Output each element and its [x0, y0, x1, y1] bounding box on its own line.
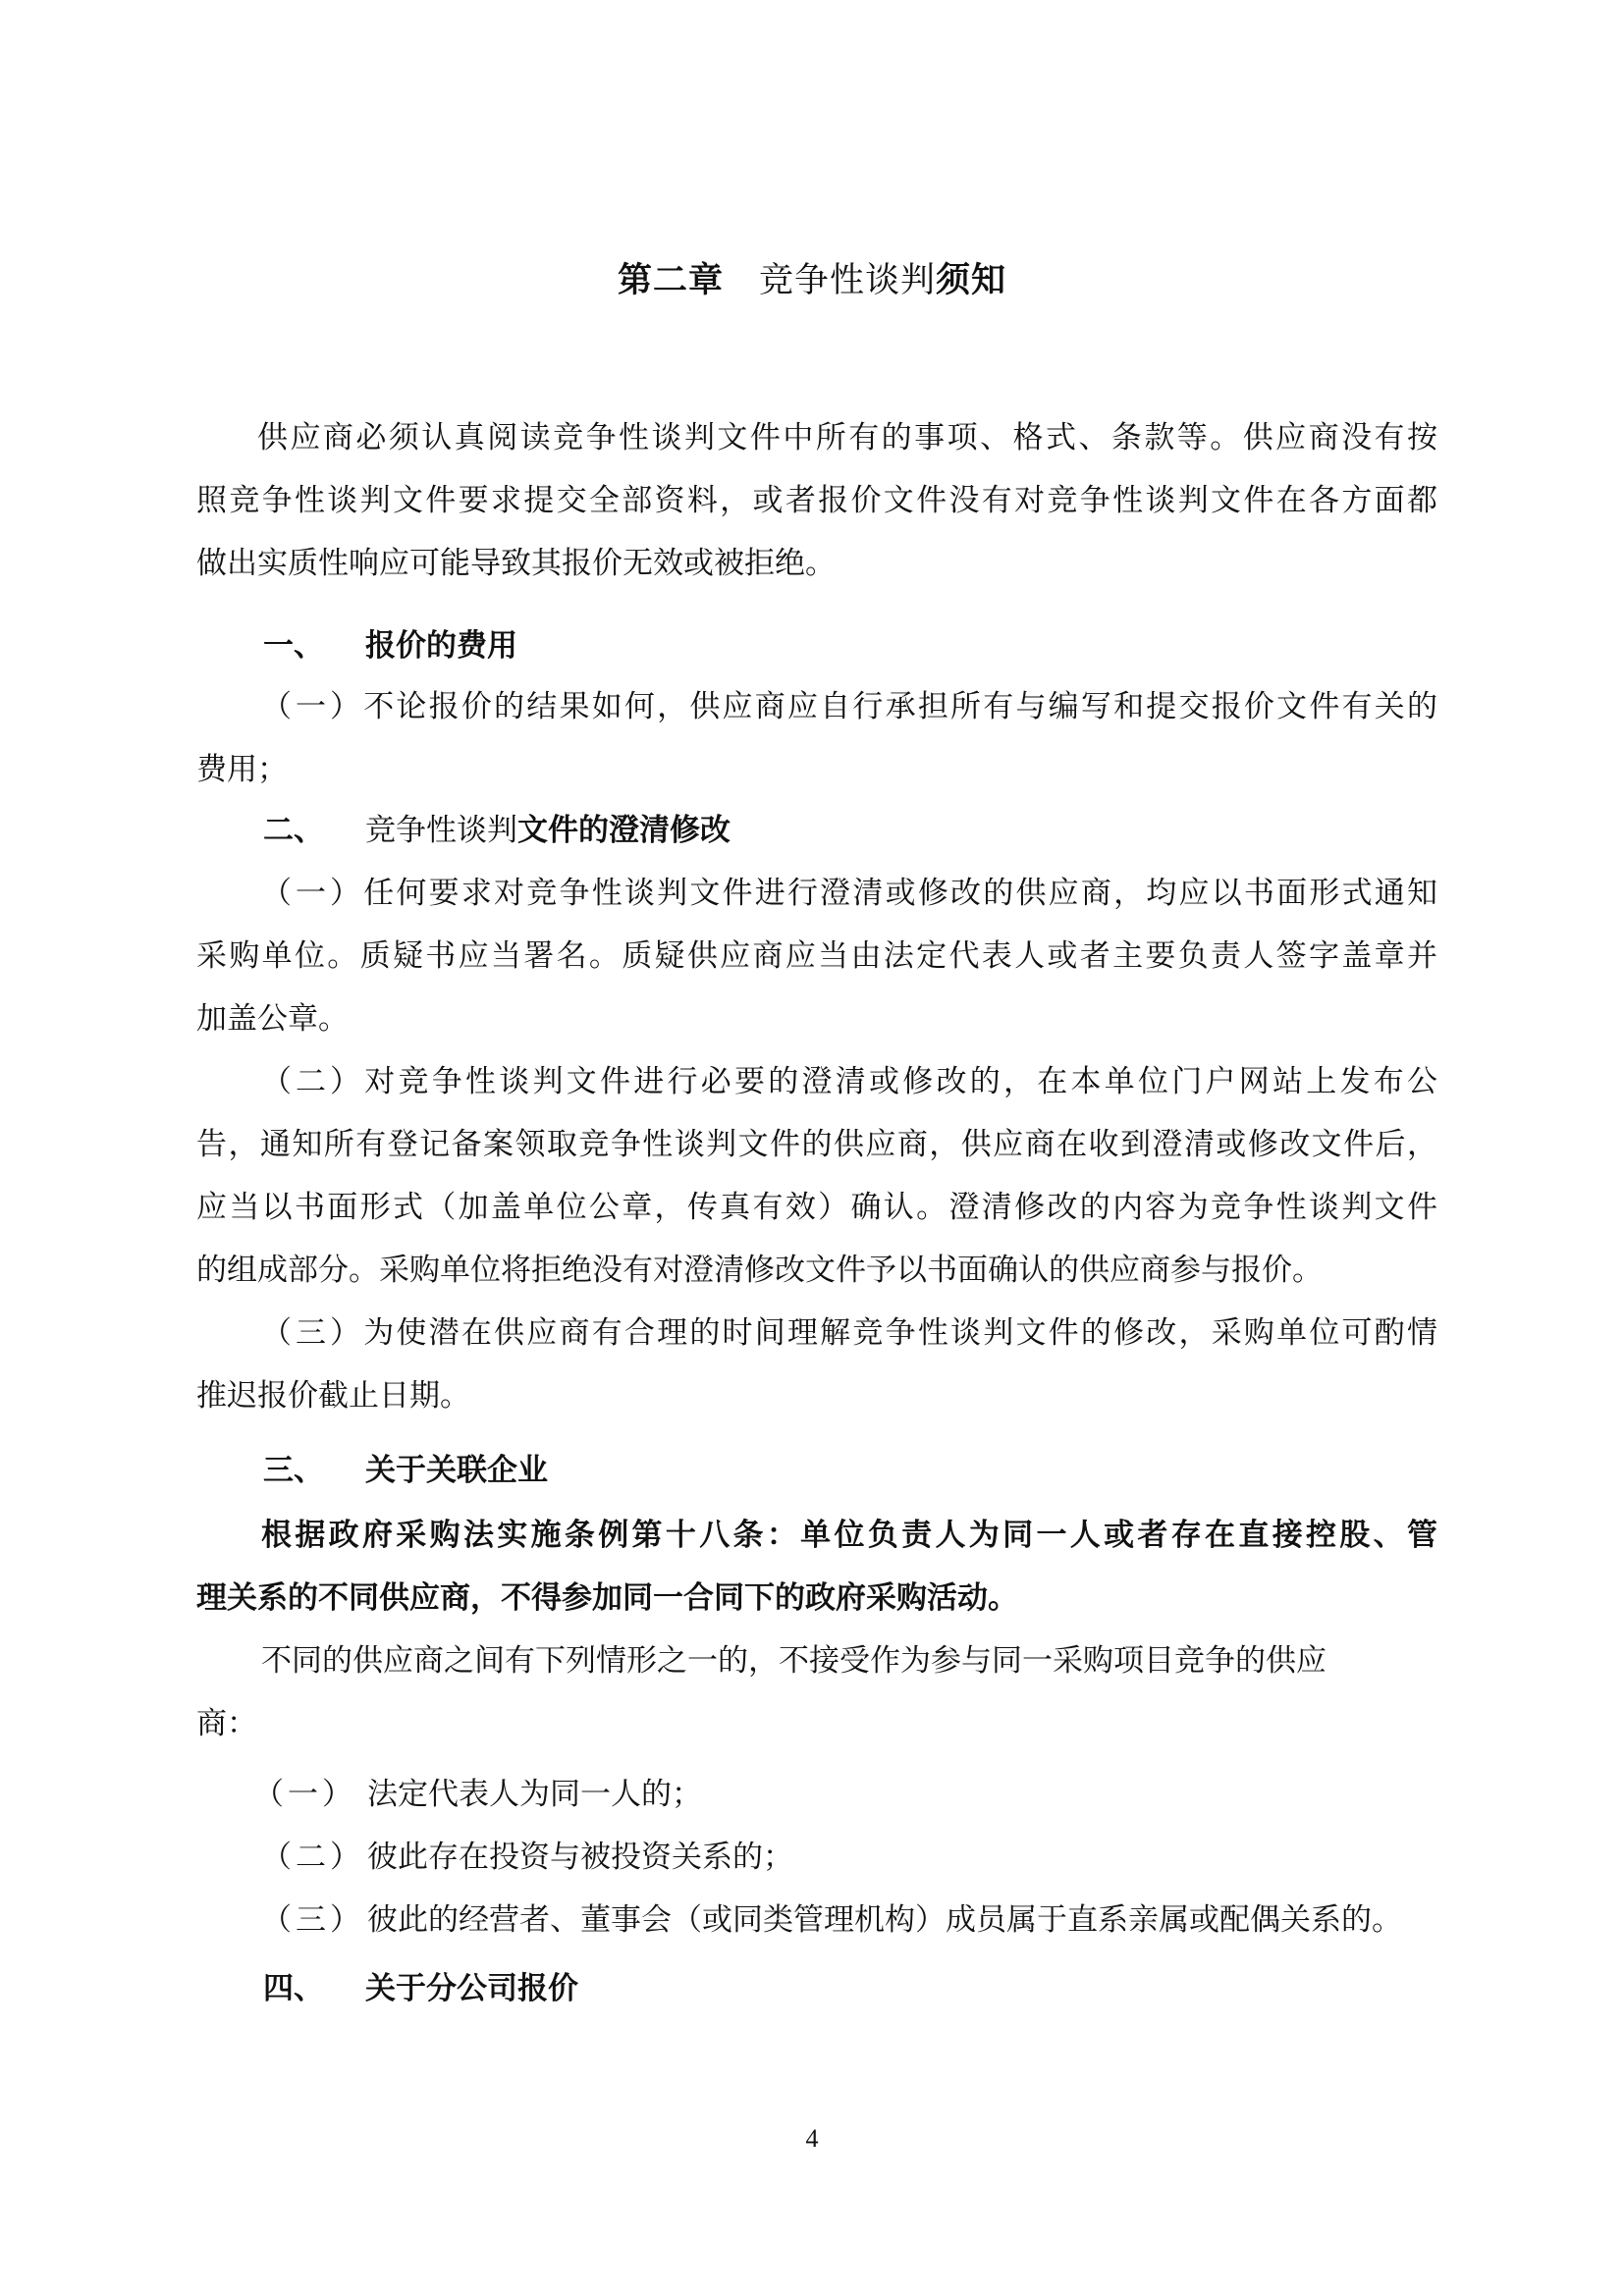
item-text: 彼此存在投资与被投资关系的； [367, 1840, 793, 1875]
item-marker: （二） [261, 1840, 364, 1875]
section-title-part: 竞争性谈判 [365, 813, 517, 848]
section-heading [263, 624, 517, 667]
section-title: 关于关联企业 [365, 1453, 548, 1488]
section-number: 三、 [263, 1453, 324, 1488]
paragraph-line: 不同的供应商之间有下列情形之一的，不接受作为参与同一采购项目竞争的供应 [261, 1643, 1326, 1679]
paragraph-line: 应当以书面形式（加盖单位公章，传真有效）确认。澄清修改的内容为竞争性谈判文件 [196, 1190, 1437, 1225]
section-number: 四、 [263, 1971, 324, 2006]
paragraph-line: 告，通知所有登记备案领取竞争性谈判文件的供应商，供应商在收到澄清或修改文件后， [196, 1127, 1437, 1162]
list-item [261, 1311, 1437, 1355]
list-item [261, 1836, 1437, 1879]
item-text: 对竞争性谈判文件进行必要的澄清或修改的，在本单位门户网站上发布公 [361, 1064, 1437, 1099]
section-title-part-bold: 文件的澄清修改 [517, 813, 731, 848]
list-item [261, 1898, 1437, 1942]
list-item [253, 1773, 1437, 1816]
section-title: 报价的费用 [365, 628, 517, 664]
bold-paragraph-line: 根据政府采购法实施条例第十八条：单位负责人为同一人或者存在直接控股、管 [261, 1518, 1437, 1553]
intro-line: 供应商必须认真阅读竞争性谈判文件中所有的事项、格式、条款等。供应商没有按 [257, 420, 1437, 455]
paragraph-line: 采购单位。质疑书应当署名。质疑供应商应当由法定代表人或者主要负责人签字盖章并 [196, 938, 1437, 974]
section-number: 二、 [263, 813, 324, 848]
section-heading [263, 1967, 578, 2010]
item-marker: （二） [261, 1064, 364, 1099]
bold-paragraph-line: 理关系的不同供应商，不得参加同一合同下的政府采购活动。 [196, 1580, 1018, 1616]
item-text: 任何要求对竞争性谈判文件进行澄清或修改的供应商，均应以书面形式通知 [361, 876, 1437, 911]
chapter-number: 第二章 [617, 261, 724, 300]
item-marker: （一） [261, 876, 364, 911]
section-heading [263, 1449, 548, 1492]
intro-line: 照竞争性谈判文件要求提交全部资料，或者报价文件没有对竞争性谈判文件在各方面都 [196, 483, 1437, 518]
item-text: 为使潜在供应商有合理的时间理解竞争性谈判文件的修改，采购单位可酌情 [361, 1315, 1437, 1351]
item-marker: （三） [261, 1315, 364, 1351]
section-title: 关于分公司报价 [365, 1971, 578, 2006]
item-text: 彼此的经营者、董事会（或同类管理机构）成员属于直系亲属或配偶关系的。 [367, 1902, 1402, 1938]
list-item [261, 1060, 1437, 1103]
paragraph-line: 推迟报价截止日期。 [196, 1378, 470, 1414]
paragraph-line: 费用； [196, 752, 288, 787]
page-number: 4 [805, 2124, 819, 2153]
item-text: 法定代表人为同一人的； [367, 1777, 702, 1812]
chapter-title [0, 257, 1624, 304]
paragraph-line: 的组成部分。采购单位将拒绝没有对澄清修改文件予以书面确认的供应商参与报价。 [196, 1253, 1323, 1288]
chapter-title-suffix: 须知 [936, 261, 1007, 300]
item-marker: （一） [261, 689, 364, 724]
list-item [261, 872, 1437, 915]
item-marker: （三） [261, 1902, 364, 1938]
section-number: 一、 [263, 628, 324, 664]
paragraph-line: 加盖公章。 [196, 1001, 349, 1037]
item-text: 不论报价的结果如何，供应商应自行承担所有与编写和提交报价文件有关的 [361, 689, 1437, 724]
chapter-title-main: 竞争性谈判 [758, 261, 936, 300]
intro-line: 做出实质性响应可能导致其报价无效或被拒绝。 [196, 546, 836, 581]
paragraph-line: 商： [196, 1706, 257, 1741]
section-heading [263, 809, 731, 852]
item-marker: （一） [253, 1777, 356, 1812]
list-item [261, 685, 1437, 728]
